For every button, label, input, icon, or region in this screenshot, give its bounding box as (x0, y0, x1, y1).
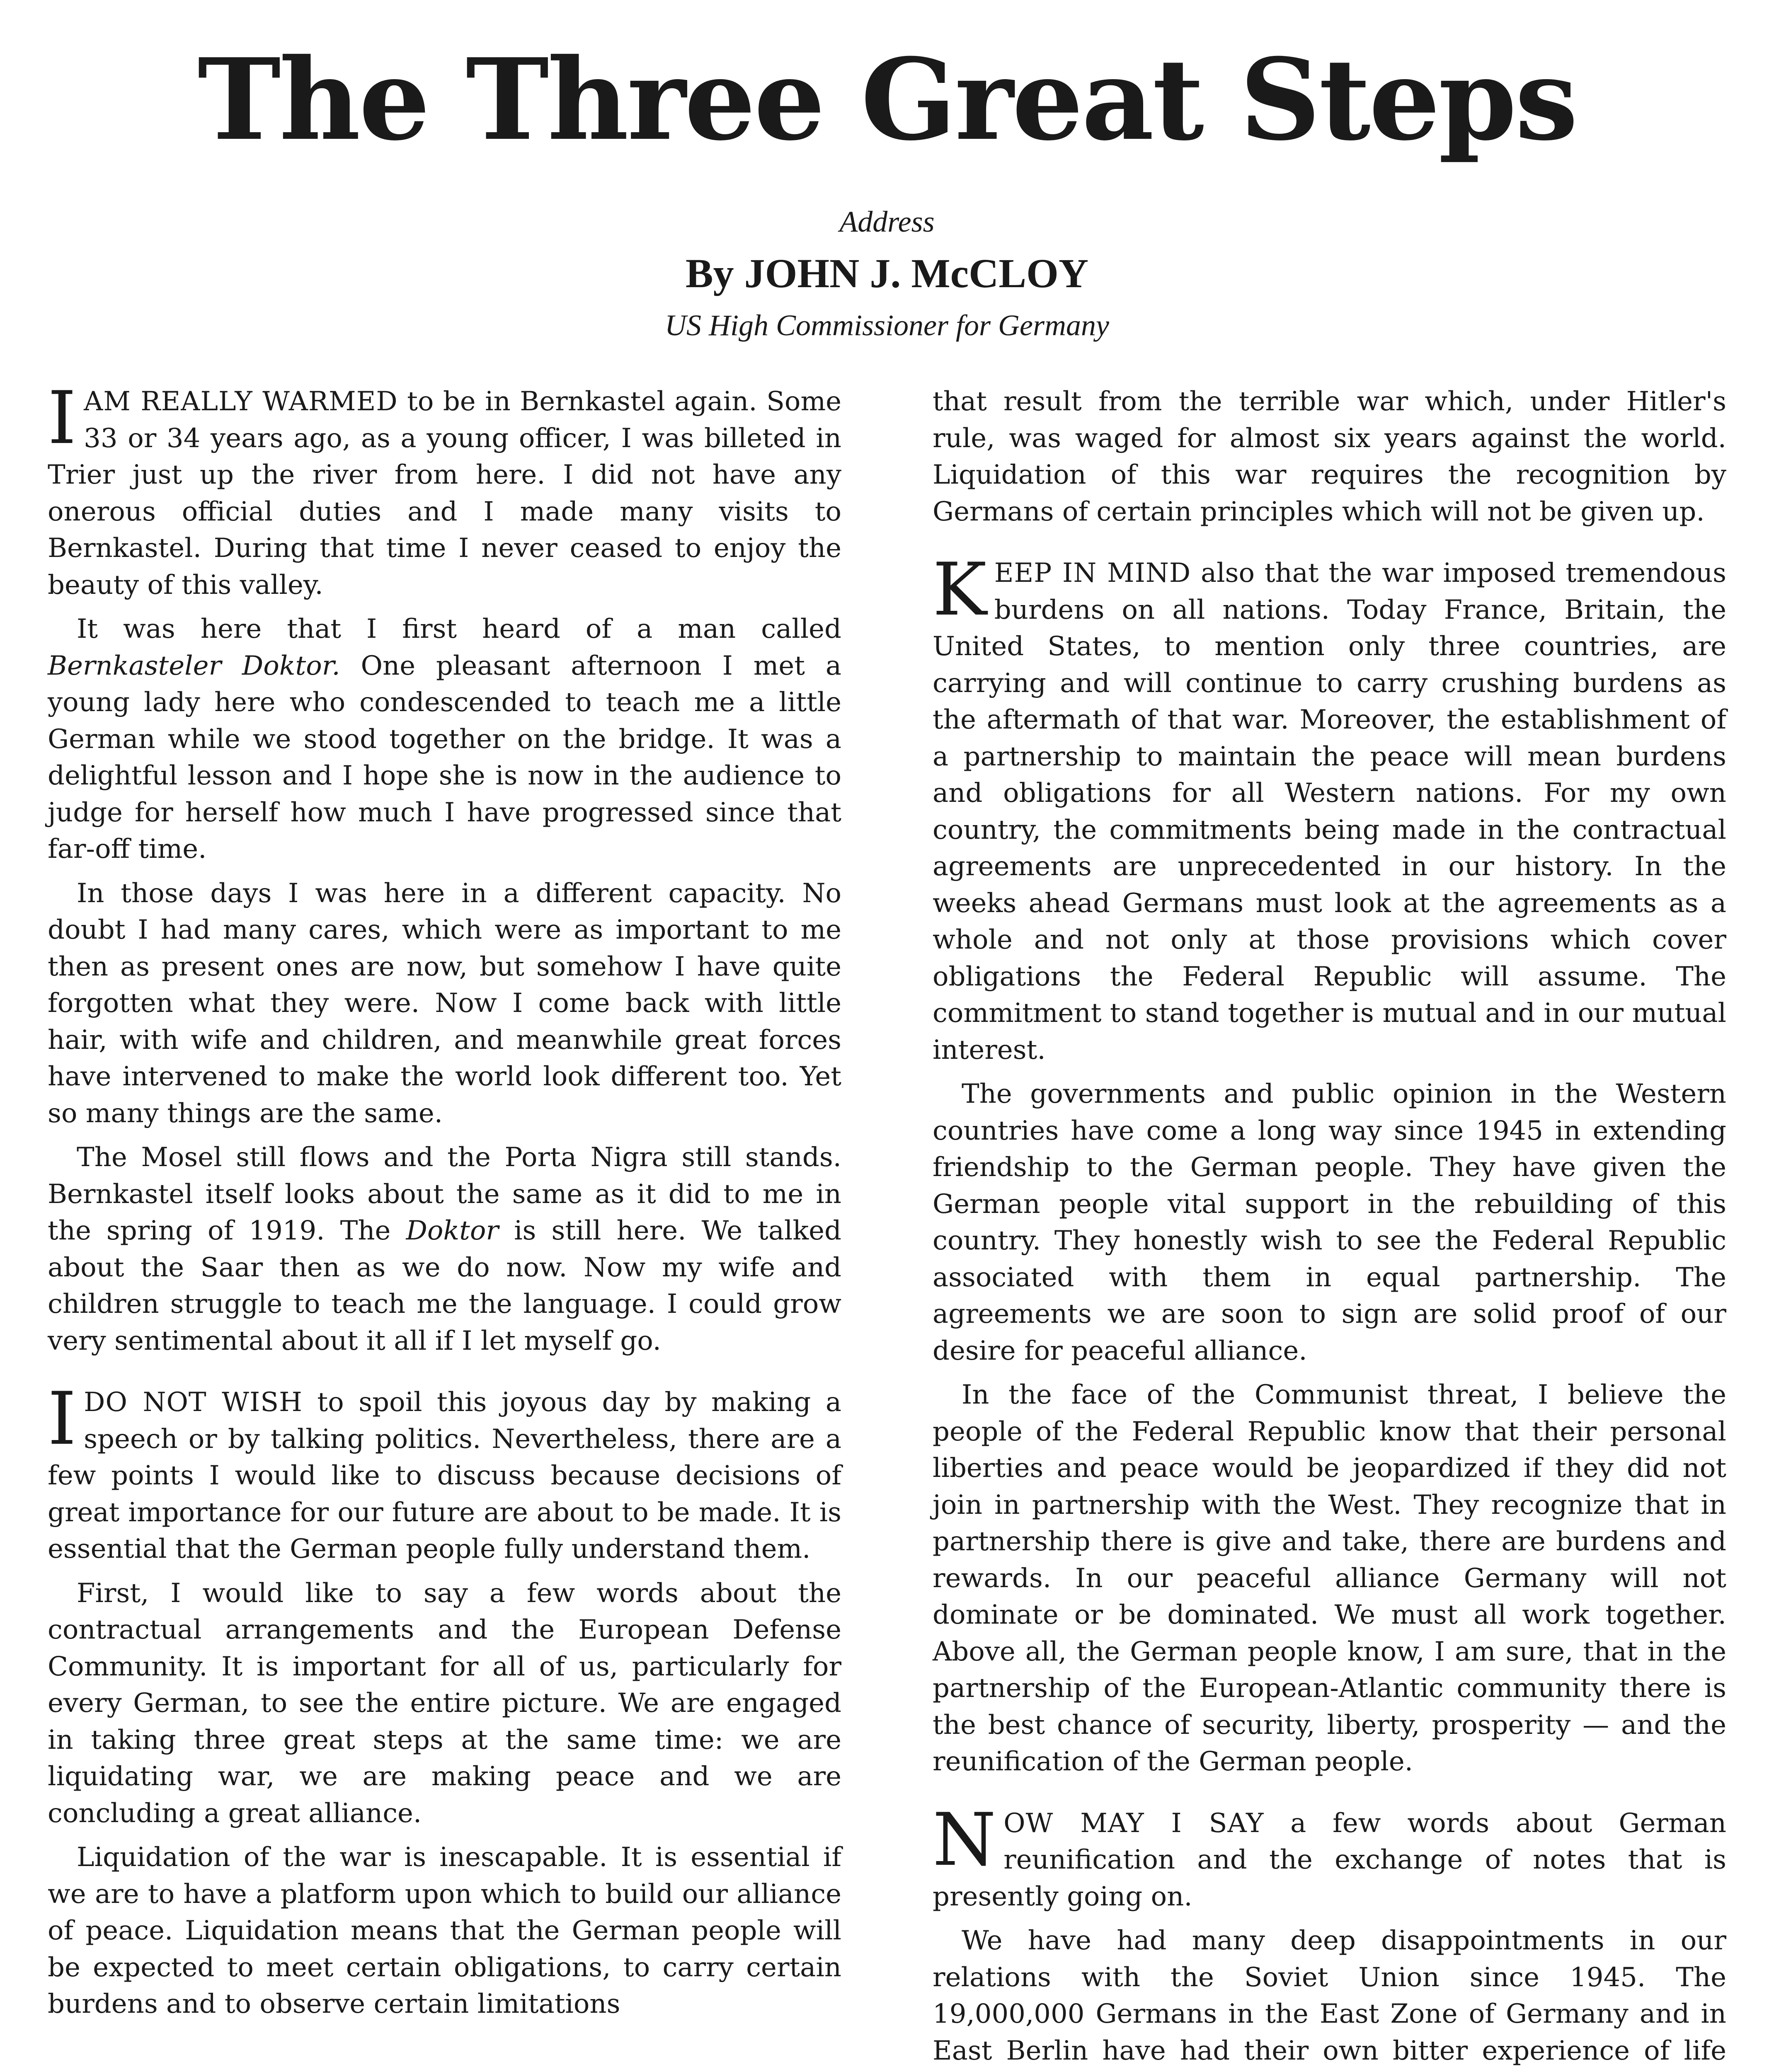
left-column (48, 376, 842, 2072)
paragraph-text: One pleasant afternoon I met a young lady here who condescended to teach me a little German while we stood together on the bridge. It was a delightful lesson and I hope she is now in the audience to judge for herself how much I have progressed since that far-off time. (48, 650, 842, 864)
paragraph (933, 548, 1726, 1068)
right-column (933, 383, 1726, 2072)
paragraph-text: is still here. We talked about the Saar then as we do now. Now my wife and children struggle to teach me the language. I could grow very sentimental about it all if I let myself go. (48, 1215, 842, 1356)
drop-cap: K (933, 548, 987, 632)
paragraph: First, I would like to say a few words about the contractual arrangements and the European Defense Community. It is important for all of us, particularly for every German, to see the entire picture. We are engaged in taking three great steps at the same time: we are liquidating war, we are making peace and we are concluding a great alliance. (48, 1578, 841, 1829)
article-title: The Three Great Steps (197, 34, 1577, 165)
paragraph: that result from the terrible war which, under Hitler's rule, was waged for almost six years against the world. Liquidation of this war requires the recognition by Germans of certain principles which will not be given up. (933, 386, 1726, 527)
paragraph-text: It was here that I first heard of a man called (77, 614, 841, 644)
paragraph (48, 1139, 841, 1359)
paragraph (933, 1798, 1726, 1915)
lead-in-caps: AM REALLY WARMED (84, 386, 398, 417)
paragraph (48, 611, 841, 868)
paragraph-text: The Mosel still flows and the Porta Nigra still stands. Bernkastel itself looks about the same as it did to me in the spring of 1919. The (48, 1142, 841, 1246)
paragraph-text: a few words about German reunification and the exchange of notes that is presently going on. (933, 1808, 1726, 1912)
paragraph (48, 1377, 842, 1568)
paragraph-text: also that the war imposed tremendous burdens on all nations. Today France, Britain, the United States, to mention only three countries, are carrying and will continue to carry crushing burdens as the aftermath of that war. Moreover, the establishment of a partnership to maintain the peace will mean burdens and obligations for all Western nations. For my own country, the commitments being made in the contractual agreements are unprecedented in our history. In the weeks ahead Germans must look at the agreements as a whole and not only at those provisions which cover obligations the Federal Republic will assume. The commitment to stand together is mutual and in our mutual interest. (933, 558, 1726, 1065)
italic-term: Bernkasteler Doktor. (48, 650, 340, 681)
author-position: US High Commissioner for Germany (665, 309, 1109, 342)
drop-cap: I (48, 1377, 77, 1461)
italic-term: Doktor (406, 1215, 499, 1246)
author-byline: By JOHN J. McCLOY (685, 250, 1089, 296)
paragraph: We have had many deep disappointments in our relations with the Soviet Union since 1945. The 19,000,000 Germans in the East Zone of Germany and in East Berlin have had their own bitter experience of life (933, 1925, 1726, 2066)
paragraph-text: to spoil this joyous day by making a speech or by talking politics. Nevertheless, there are a few points I would like to discuss because decisions of great importance for our future are about to be made. It is essential that the German people fully understand them. (48, 1387, 842, 1564)
drop-cap: I (48, 376, 77, 460)
paragraph: The governments and public opinion in the Western countries have come a long way since 1945 in extending friendship to the German people. They have given the German people vital support in the rebuilding of this country. They honestly wish to see the Federal Republic associated with them in equal partnership. The agreements we are soon to sign are solid proof of our desire for peaceful alliance. (933, 1079, 1726, 1366)
paragraph: Liquidation of the war is inescapable. It is essential if we are to have a platform upon which to build our alliance of peace. Liquidation means that the German people will be expected to meet certain obligations, to carry certain burdens and to observe certain limitations (48, 1842, 841, 2019)
drop-cap: N (933, 1798, 996, 1882)
lead-in-caps: EEP IN MIND (994, 558, 1191, 588)
paragraph (48, 376, 842, 603)
paragraph-text: to be in Bernkastel again. Some 33 or 34 years ago, as a young officer, I was billeted in Trier just up the river from here. I did not have any onerous official duties and I made many visits to Bernkastel. During that time I never ceased to enjoy the beauty of this valley. (48, 386, 842, 600)
paragraph: In the face of the Communist threat, I believe the people of the Federal Republic know that their personal liberties and peace would be jeopardized if they did not join in partnership with the West. They recognize that in partnership there is give and take, there are burdens and rewards. In our peaceful alliance Germany will not dominate or be dominated. We must all work together. Above all, the German people know, I am sure, that in the partnership of the European-Atlantic community there is the best chance of security, liberty, prosperity — and the reunification of the German people. (933, 1380, 1726, 1777)
address-label: Address (839, 205, 935, 238)
lead-in-caps: OW MAY I SAY (1003, 1808, 1264, 1839)
lead-in-caps: DO NOT WISH (84, 1387, 303, 1418)
paragraph: In those days I was here in a different capacity. No doubt I had many cares, which were as important to me then as present ones are now, but somehow I have quite forgotten what they were. Now I come back with little hair, with wife and children, and meanwhile great forces have intervened to make the world look different too. Yet so many things are the same. (48, 878, 841, 1129)
